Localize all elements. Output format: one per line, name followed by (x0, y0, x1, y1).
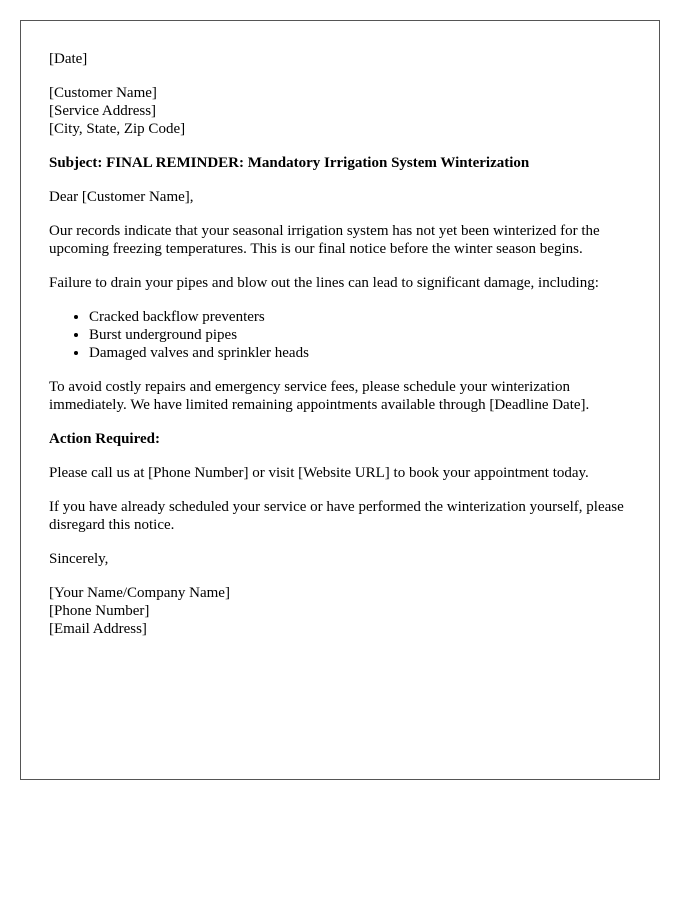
damage-list-item: • Burst underground pipes (89, 326, 631, 344)
recipient-service-address: [Service Address] (49, 103, 157, 119)
paragraph-records-notice: Our records indicate that your seasonal irrigation system has not yet been winterized for the upcoming freezing temperatures. This is our final notice before the winter season begins. (49, 223, 600, 257)
damage-list-item: • Damaged valves and sprinkler heads (89, 344, 631, 362)
letter-date: [Date] (49, 51, 88, 67)
letter-subject: Subject: FINAL REMINDER: Mandatory Irrigation System Winterization (49, 155, 530, 171)
paragraph-disregard-notice: If you have already scheduled your service or have performed the winterization yourself, please disregard this notice. (49, 499, 624, 533)
action-required-heading: Action Required: (49, 431, 160, 447)
damage-list-item: • Cracked backflow preventers (89, 308, 631, 326)
letter-page (20, 20, 660, 780)
signature-phone: [Phone Number] (49, 603, 150, 619)
damage-list (49, 308, 631, 362)
recipient-address-block (49, 84, 631, 138)
paragraph-contact-instructions: Please call us at [Phone Number] or visit [Website URL] to book your appointment today. (49, 465, 589, 481)
letter-greeting: Dear [Customer Name], (49, 189, 194, 205)
letter-closing: Sincerely, (49, 551, 109, 567)
signature-name: [Your Name/Company Name] (49, 585, 230, 601)
signature-block (49, 584, 631, 638)
signature-email: [Email Address] (49, 621, 147, 637)
paragraph-damage-warning: Failure to drain your pipes and blow out the lines can lead to significant damage, including: (49, 275, 599, 291)
paragraph-schedule-request: To avoid costly repairs and emergency service fees, please schedule your winterization immediately. We have limited remaining appointments available through [Deadline Date]. (49, 379, 590, 413)
recipient-name: [Customer Name] (49, 85, 157, 101)
recipient-city-state-zip: [City, State, Zip Code] (49, 121, 186, 137)
